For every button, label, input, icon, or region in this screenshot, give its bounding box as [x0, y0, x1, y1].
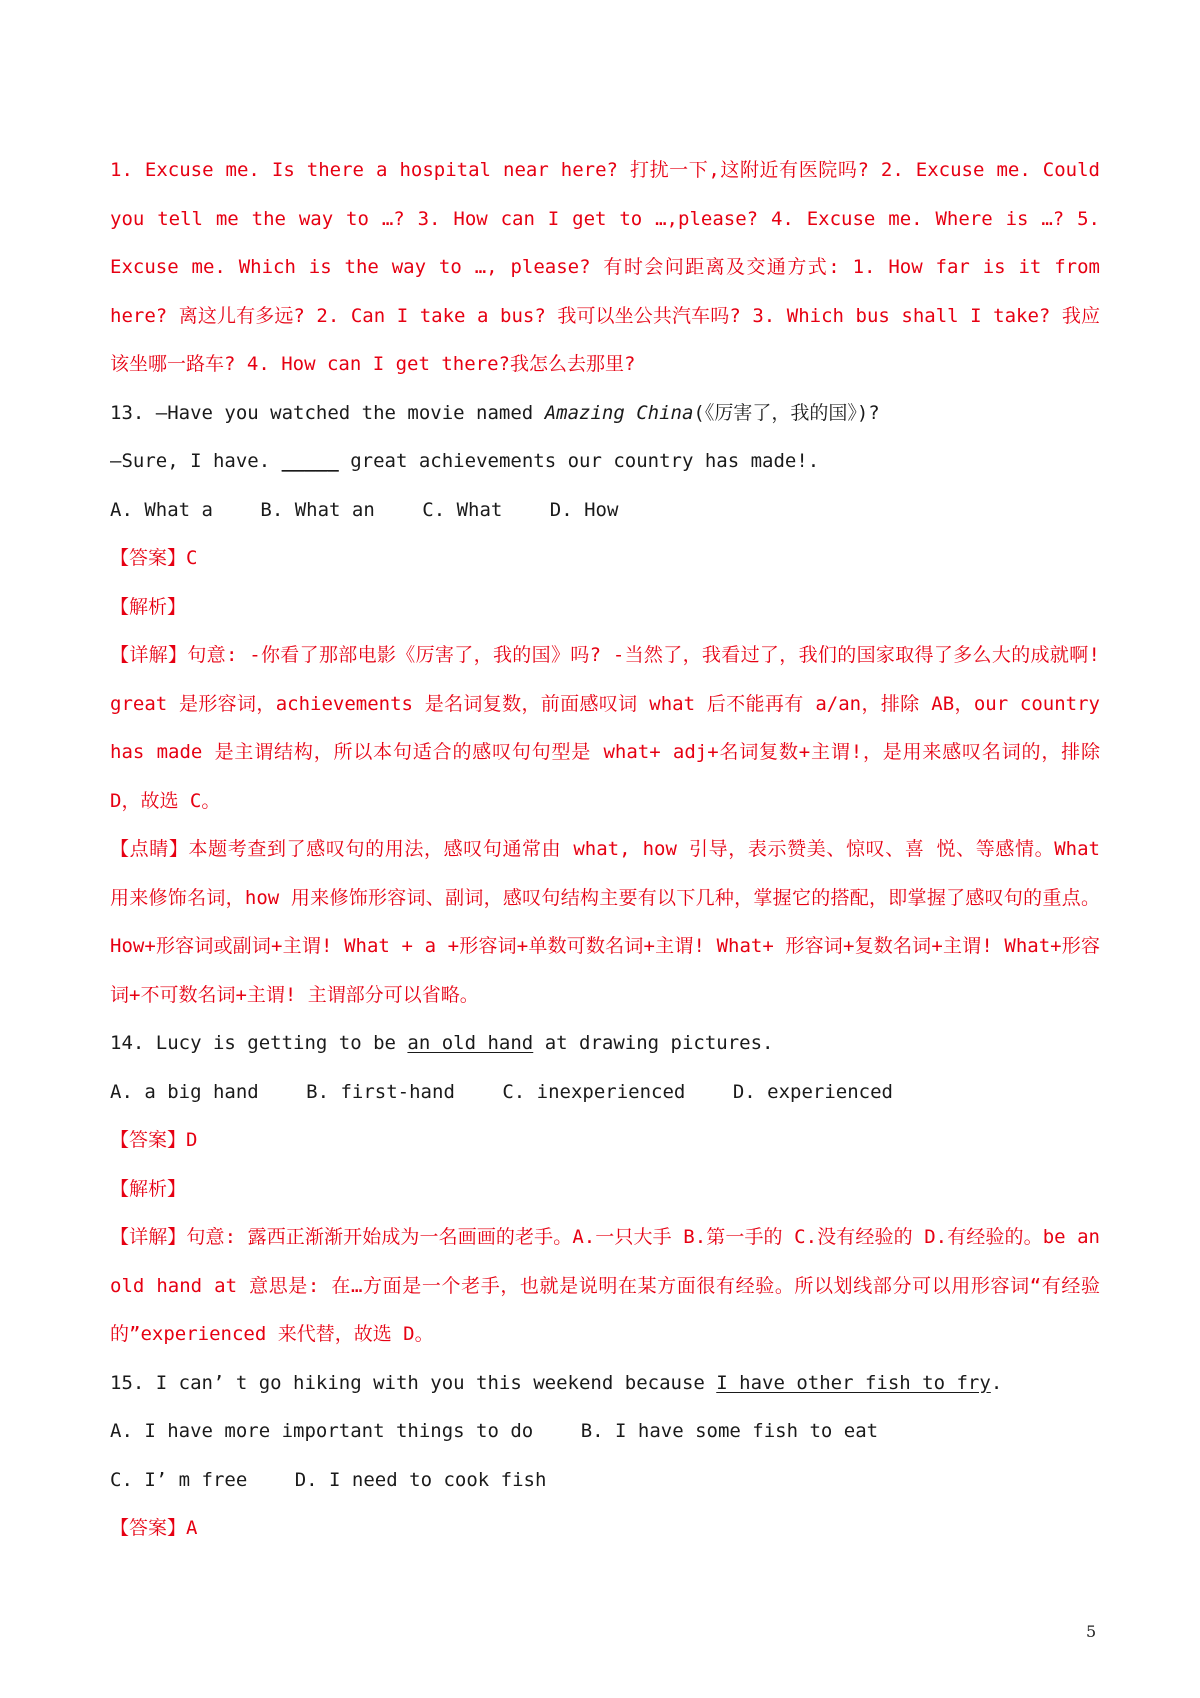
- page-number: 5: [1086, 1622, 1097, 1641]
- answer-blank: _____: [281, 450, 339, 472]
- q14-answer: 【答案】D: [110, 1129, 198, 1151]
- q13-answer: 【答案】C: [110, 547, 198, 569]
- underlined-phrase: I have other fish to fry: [716, 1371, 991, 1394]
- q13-options: [110, 486, 1100, 535]
- q13-option-c: C. What: [422, 498, 503, 521]
- q15-option-a: A. I have more important things to do: [110, 1420, 534, 1442]
- q14-option-c: C. inexperienced: [502, 1080, 686, 1103]
- q13-point: 【点睛】本题考查到了感叹句的用法，感叹句通常由 what, how 引导，表示赞美、惊叹、喜 悦、等感情。What 用来修饰名词，how 用来修饰形容词、副词，感叹句结构主要有以下几种，掌握它的搭配，即掌握了感叹句的重点。How+形容词或副词+主谓! What + a +形容词+单数可数名词+主谓! What+ 形容词+复数名词+主谓! What+形容词+不可数名词+主谓! 主谓部分可以省略。: [110, 838, 1100, 1006]
- q13-stem: 13. —Have you watched the movie named Amazing China(《厉害了，我的国》)?: [110, 401, 880, 424]
- q14-option-d: D. experienced: [732, 1080, 893, 1103]
- underlined-phrase: an old hand: [407, 1032, 534, 1054]
- page-content: [110, 146, 1100, 1553]
- q15-options-row1: [110, 1407, 1100, 1456]
- q13-option-b: B. What an: [260, 498, 375, 521]
- q14-options: [110, 1068, 1100, 1117]
- q15-answer: 【答案】A: [110, 1517, 198, 1539]
- q15-option-b: B. I have some fish to eat: [580, 1420, 879, 1442]
- q13-analysis-label: 【解析】: [110, 595, 187, 618]
- q13-option-a: A. What a: [110, 498, 213, 521]
- q15-stem: 15. I can’ t go hiking with you this weekend because I have other fish to fry.: [110, 1371, 1003, 1394]
- movie-title: Amazing China: [544, 401, 694, 424]
- q14-option-b: B. first-hand: [306, 1080, 455, 1103]
- q14-detail: 【详解】句意: 露西正渐渐开始成为一名画画的老手。A.一只大手 B.第一手的 C.没有经验的 D.有经验的。be an old hand at 意思是: 在…方面是一个老手，也就是说明在某方面很有经验。所以划线部分可以用形容词“有经验的”experienced 来代替，故选 D。: [110, 1226, 1100, 1345]
- q13-reply: —Sure, I have. _____ great achievements our country has made!.: [110, 450, 820, 472]
- tips-paragraph: 1. Excuse me. Is there a hospital near here? 打扰一下,这附近有医院吗? 2. Excuse me. Could you tell me the way to …? 3. How can I get to …,please? 4. Excuse me. Where is …? 5. Excuse me. Which is the way to …, please? 有时会问距离及交通方式: 1. How far is it from here? 离这儿有多远? 2. Can I take a bus? 我可以坐公共汽车吗? 3. Which bus shall I take? 我应该坐哪一路车? 4. How can I get there?我怎么去那里?: [110, 159, 1100, 375]
- q15-options-row2: [110, 1456, 1100, 1505]
- q14-stem: 14. Lucy is getting to be an old hand at drawing pictures.: [110, 1032, 774, 1054]
- q15-option-c: C. I’ m free: [110, 1468, 248, 1491]
- q15-option-d: D. I need to cook fish: [294, 1468, 547, 1491]
- q14-analysis-label: 【解析】: [110, 1177, 187, 1200]
- q13-option-d: D. How: [549, 498, 619, 521]
- q13-detail: 【详解】句意: -你看了那部电影《厉害了，我的国》吗? -当然了，我看过了，我们的国家取得了多么大的成就啊! great 是形容词，achievements 是名词复数，前面感叹词 what 后不能再有 a/an，排除 AB，our country has made 是主谓结构，所以本句适合的感叹句句型是 what+ adj+名词复数+主谓!，是用来感叹名词的，排除 D，故选 C。: [110, 644, 1100, 812]
- q14-option-a: A. a big hand: [110, 1080, 259, 1103]
